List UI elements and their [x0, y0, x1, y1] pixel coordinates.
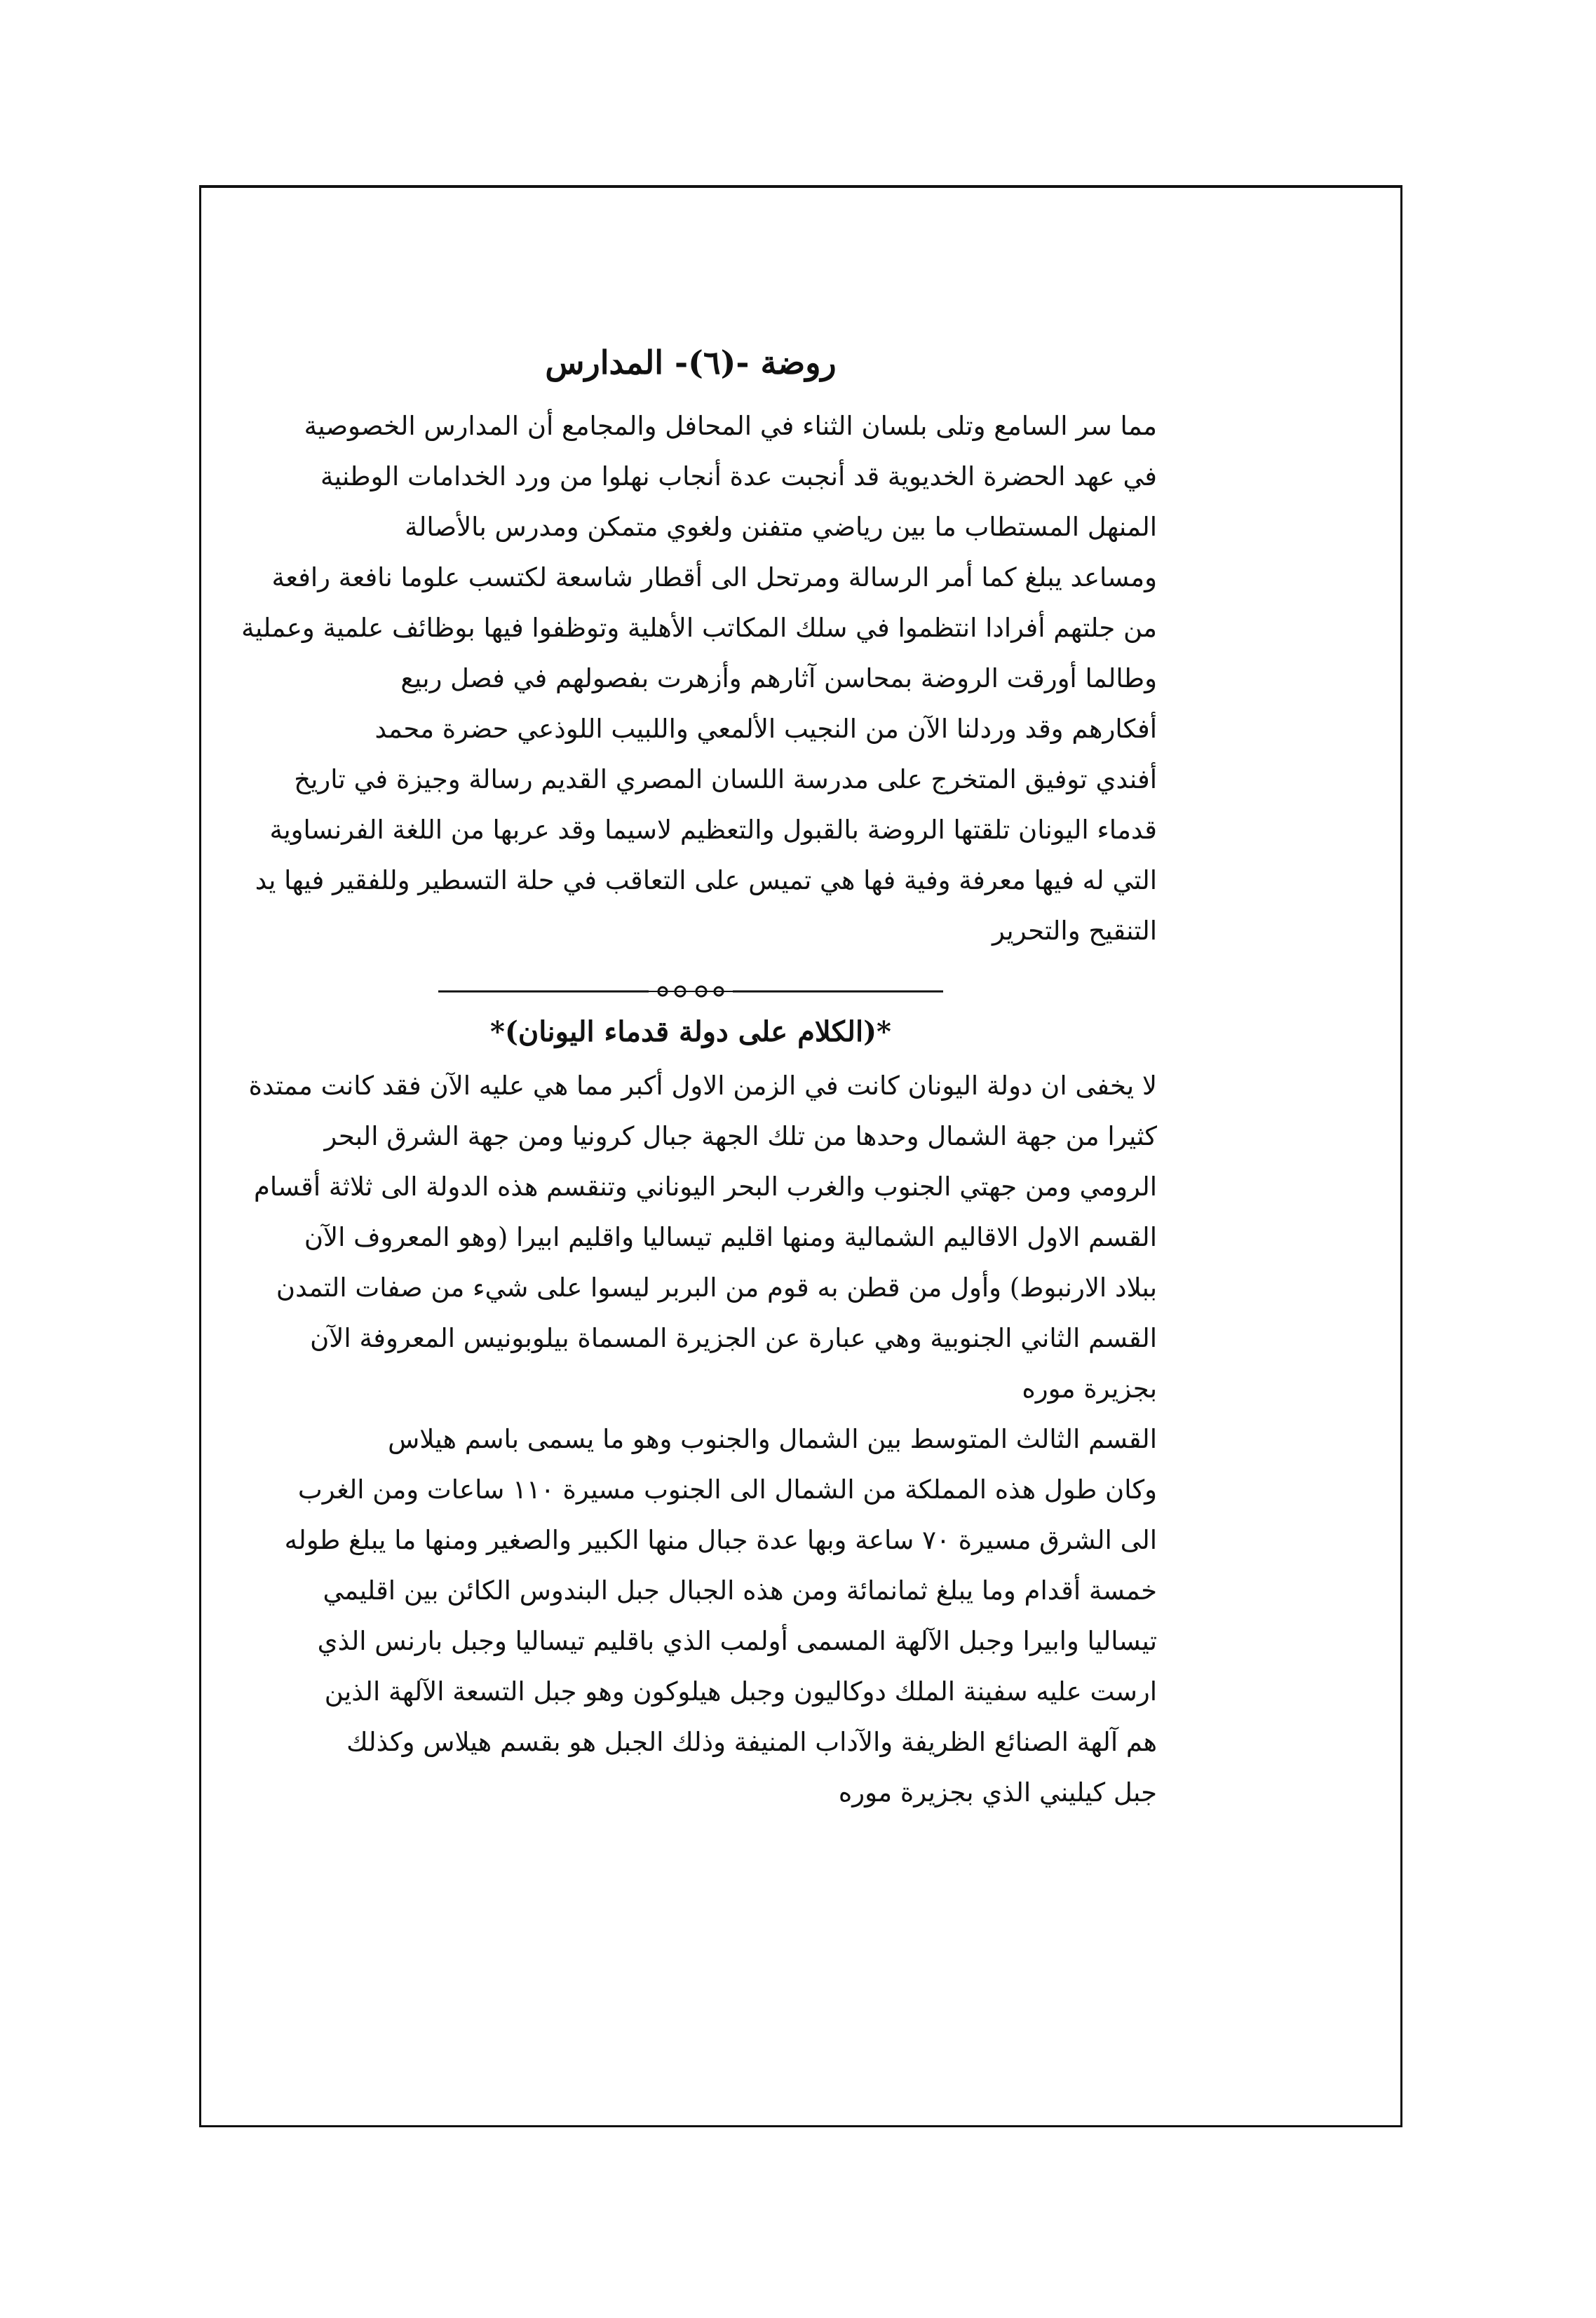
- intro-line: المنهل المستطاب ما بين رياضي متفنن ولغوي متمكن ومدرس بالأصالة: [405, 512, 1157, 542]
- section-line: الى الشرق مسيرة ٧٠ ساعة وبها عدة جبال منها الكبير والصغير ومنها ما يبلغ طوله: [284, 1525, 1157, 1555]
- section-line: ارست عليه سفينة الملك دوكاليون وجبل هيلوكون وهو جبل التسعة الآلهة الذين: [324, 1676, 1157, 1707]
- intro-line: التي له فيها معرفة وفية فها هي تميس على التعاقب في حلة التسطير وللفقير فيها يد: [255, 865, 1157, 895]
- section-line: القسم الثالث المتوسط بين الشمال والجنوب وهو ما يسمى باسم هيلاس: [388, 1424, 1157, 1454]
- section-line: جبل كيليني الذي بجزيرة موره: [838, 1777, 1157, 1808]
- page-header: روضة -(٦)- المدارس: [545, 344, 837, 381]
- intro-line: مما سر السامع وتلى بلسان الثناء في المحافل والمجامع أن المدارس الخصوصية: [304, 411, 1157, 441]
- page-content: [224, 344, 1157, 1818]
- section-line: خمسة أقدام وما يبلغ ثمانمائة ومن هذه الجبال جبل البندوس الكائن بين اقليمي: [323, 1575, 1157, 1606]
- section-title: *(الكلام على دولة قدماء اليونان)*: [490, 1015, 891, 1048]
- intro-line: من جلتهم أفرادا انتظموا في سلك المكاتب الأهلية وتوظفوا فيها بوظائف علمية وعملية: [241, 613, 1157, 643]
- section-line: ببلاد الارنبوط) وأول من قطن به قوم من البربر ليسوا على شيء من صفات التمدن: [276, 1273, 1157, 1303]
- intro-line: قدماء اليونان تلقتها الروضة بالقبول والتعظيم لاسيما وقد عربها من اللغة الفرنساوية: [269, 815, 1157, 845]
- section-line: كثيرا من جهة الشمال وحدها من تلك الجهة جبال كرونيا ومن جهة الشرق البحر: [324, 1121, 1157, 1151]
- section-line: تيساليا وابيرا وجبل الآلهة المسمى أولمب الذي باقليم تيساليا وجبل بارنس الذي: [317, 1626, 1157, 1656]
- intro-line: ومساعد يبلغ كما أمر الرسالة ومرتحل الى أقطار شاسعة لكتسب علوما نافعة رافعة: [271, 562, 1157, 592]
- intro-line: أفكارهم وقد وردلنا الآن من النجيب الألمعي واللبيب اللوذعي حضرة محمد: [374, 714, 1157, 744]
- section-line: الرومي ومن جهتي الجنوب والغرب البحر اليوناني وتنقسم هذه الدولة الى ثلاثة أقسام: [253, 1172, 1157, 1202]
- intro-line: أفندي توفيق المتخرج على مدرسة اللسان المصري القديم رسالة وجيزة في تاريخ: [294, 764, 1157, 794]
- intro-line: في عهد الحضرة الخديوية قد أنجبت عدة أنجاب نهلوا من ورد الخدامات الوطنية: [320, 461, 1157, 492]
- section-line: بجزيرة موره: [1022, 1374, 1157, 1404]
- section-divider-ornament: [438, 977, 943, 1005]
- section-line: وكان طول هذه المملكة من الشمال الى الجنوب مسيرة ١١٠ ساعات ومن الغرب: [297, 1475, 1157, 1505]
- intro-line: التنقيح والتحرير: [992, 916, 1157, 946]
- intro-line: وطالما أورقت الروضة بمحاسن آثارهم وأزهرت بفصولهم في فصل ربيع: [400, 663, 1157, 693]
- section-line: القسم الثاني الجنوبية وهي عبارة عن الجزيرة المسماة بيلوبونيس المعروفة الآن: [310, 1323, 1157, 1353]
- section-line: لا يخفى ان دولة اليونان كانت في الزمن الاول أكبر مما هي عليه الآن فقد كانت ممتدة: [248, 1071, 1157, 1101]
- section-line: هم آلهة الصنائع الظريفة والآداب المنيفة وذلك الجبل هو بقسم هيلاس وكذلك: [346, 1727, 1157, 1757]
- intro-paragraph: [224, 401, 1157, 956]
- section-line: القسم الاول الاقاليم الشمالية ومنها اقليم تيساليا واقليم ابيرا (وهو المعروف الآن: [304, 1222, 1157, 1252]
- section-paragraph: [224, 1061, 1157, 1818]
